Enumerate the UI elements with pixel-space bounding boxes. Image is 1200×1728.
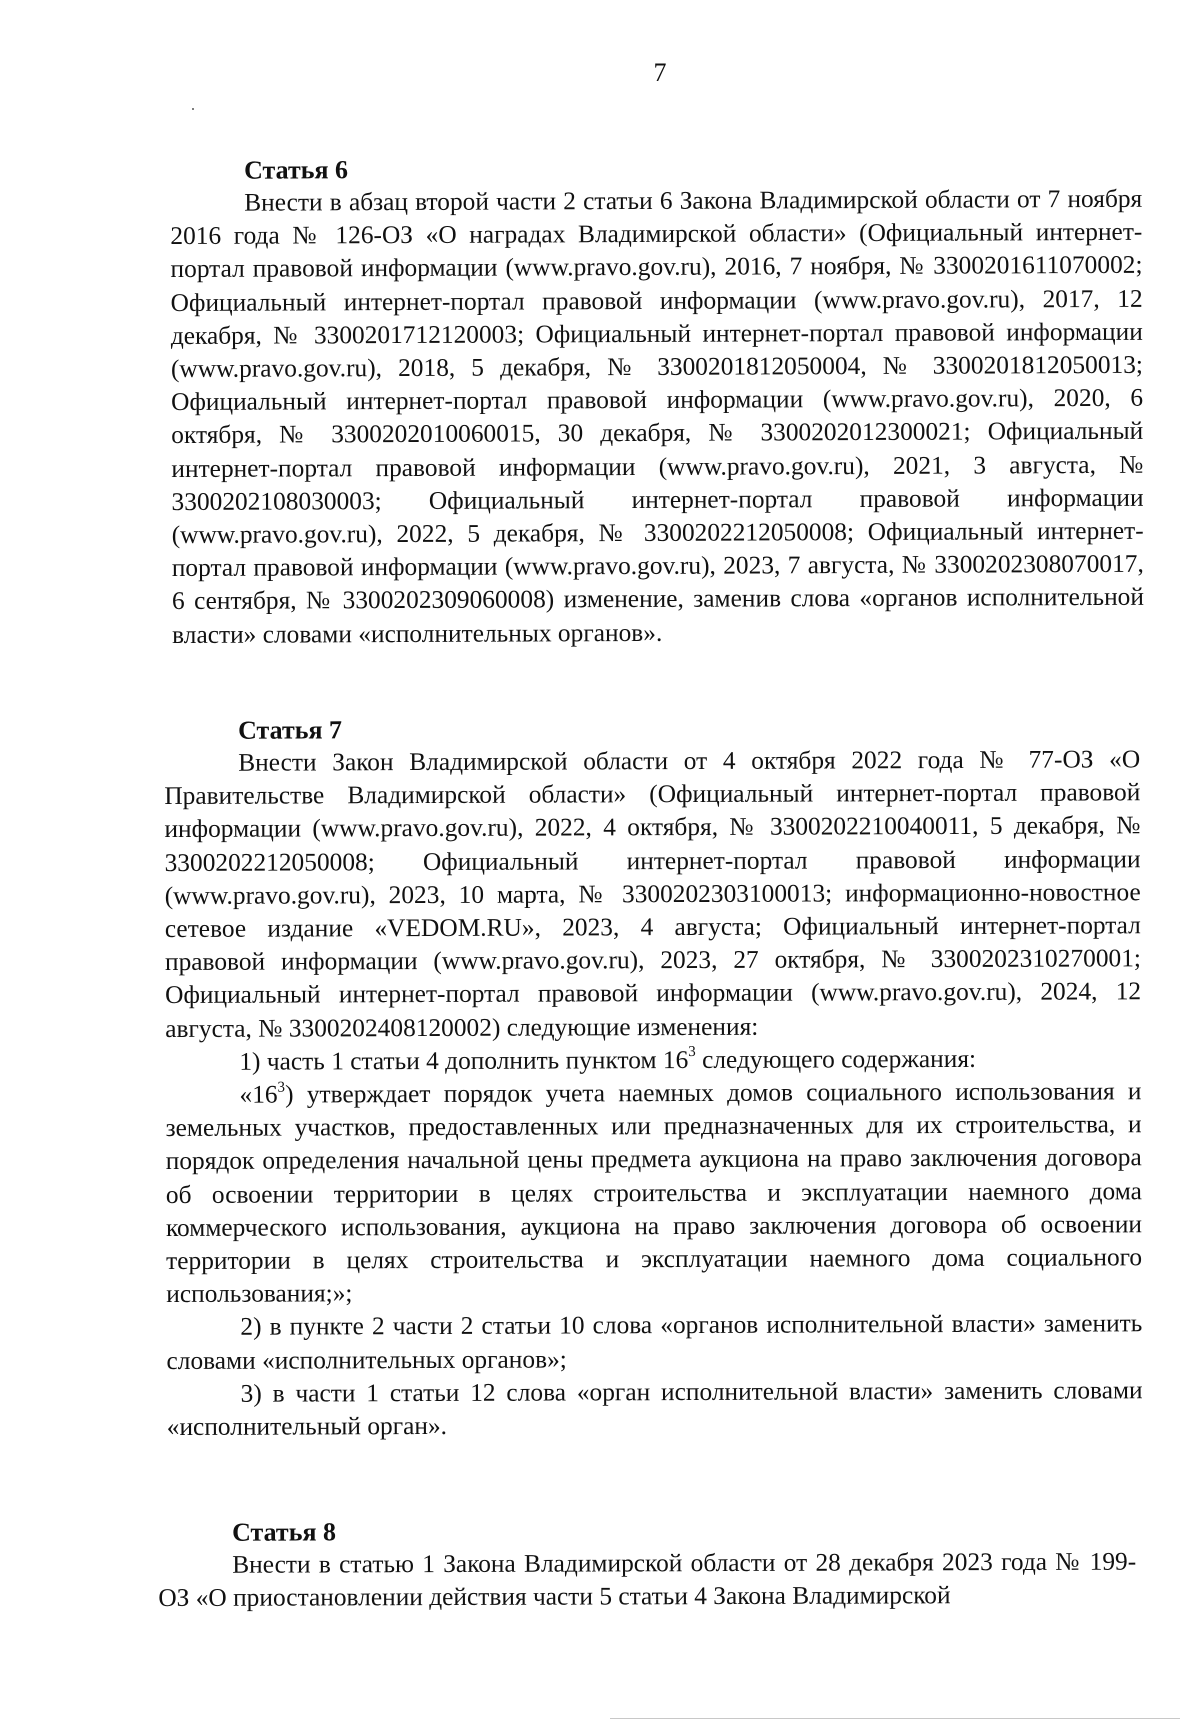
- scan-edge-line: [610, 1718, 1180, 1719]
- quote-text: ) утверждает порядок учета наемных домов социального использования и земельных участков, предоставленных или предназначенных для их строительства, и порядок определения начальной цены предмета аукциона на право заключения договора об освоении территории в целях строительства и эксплуатации наемного дома коммерческого использования, аукциона на право заключения договора об освоении территории в целях строительства и эксплуатации наемного дома социального использования;»;: [165, 1077, 1143, 1309]
- article-7: [164, 710, 1143, 1444]
- article-heading: Статья 8: [232, 1517, 337, 1547]
- amendment-item-3: 3) в части 1 статьи 12 слова «орган исполнительной власти» заменить словами «исполнительный орган».: [166, 1376, 1143, 1442]
- item-text: следующего содержания:: [695, 1044, 977, 1074]
- article-6: [170, 150, 1144, 652]
- article-heading: Статья 7: [238, 715, 343, 745]
- amendment-item-1: [165, 1042, 1141, 1079]
- quote-open: «16: [239, 1080, 278, 1109]
- superscript: 3: [277, 1079, 286, 1096]
- amendment-item-2: 2) в пункте 2 части 2 статьи 10 слова «органов исполнительной власти» заменить словами «исполнительных органов»;: [166, 1309, 1143, 1375]
- article-intro: Внести Закон Владимирской области от 4 октября 2022 года № 77-ОЗ «О Правительстве Владимирской области» (Официальный интернет-портал правовой информации (www.pravo.gov.ru), 2022, 4 октября, № 3300202210040011, 5 декабря, № 3300202212050008; Официальный интернет-портал правовой информации (www.pravo.gov.ru), 2023, 10 марта, № 3300202303100013; информационно-новостное сетевое издание «VEDOM.RU», 2023, 4 августа; Официальный интернет-портал правовой информации (www.pravo.gov.ru), 2023, 27 октября, № 3300202310270001; Официальный интернет-портал правовой информации (www.pravo.gov.ru), 2024, 12 августа, № 3300202408120002) следующие изменения:: [164, 745, 1142, 1043]
- page-number: 7: [653, 58, 667, 87]
- item-text: 1) часть 1 статьи 4 дополнить пунктом 16: [239, 1045, 689, 1076]
- scan-speck: [192, 108, 194, 110]
- quoted-provision: [165, 1075, 1142, 1311]
- article-paragraph: Внести в абзац второй части 2 статьи 6 Закона Владимирской области от 7 ноября 2016 года № 126-ОЗ «О наградах Владимирской области» (Официальный интернет-портал правовой информации (www.pravo.gov.ru), 2016, 7 ноября, № 3300201611070002; Официальный интернет-портал правовой информации (www.pravo.gov.ru), 2017, 12 декабря, № 3300201712120003; Официальный интернет-портал правовой информации (www.pravo.gov.ru), 2018, 5 декабря, № 3300201812050004, № 3300201812050013; Официальный интернет-портал правовой информации (www.pravo.gov.ru), 2020, 6 октября, № 3300202010060015, 30 декабря, № 3300202012300021; Официальный интернет-портал правовой информации (www.pravo.gov.ru), 2021, 3 августа, № 3300202108030003; Официальный интернет-портал правовой информации (www.pravo.gov.ru), 2022, 5 декабря, № 3300202212050008; Официальный интернет-портал правовой информации (www.pravo.gov.ru), 2023, 7 августа, № 3300202308070017, 6 сентября, № 3300202309060008) изменение, заменив слова «органов исполнительной власти» словами «исполнительных органов».: [170, 184, 1145, 649]
- article-heading: Статья 6: [244, 155, 349, 185]
- article-8: [158, 1513, 1136, 1616]
- superscript: 3: [688, 1044, 696, 1061]
- article-paragraph: Внести в статью 1 Закона Владимирской области от 28 декабря 2023 года № 199-ОЗ «О приостановлении действия части 5 статьи 4 Закона Владимирской: [158, 1547, 1137, 1613]
